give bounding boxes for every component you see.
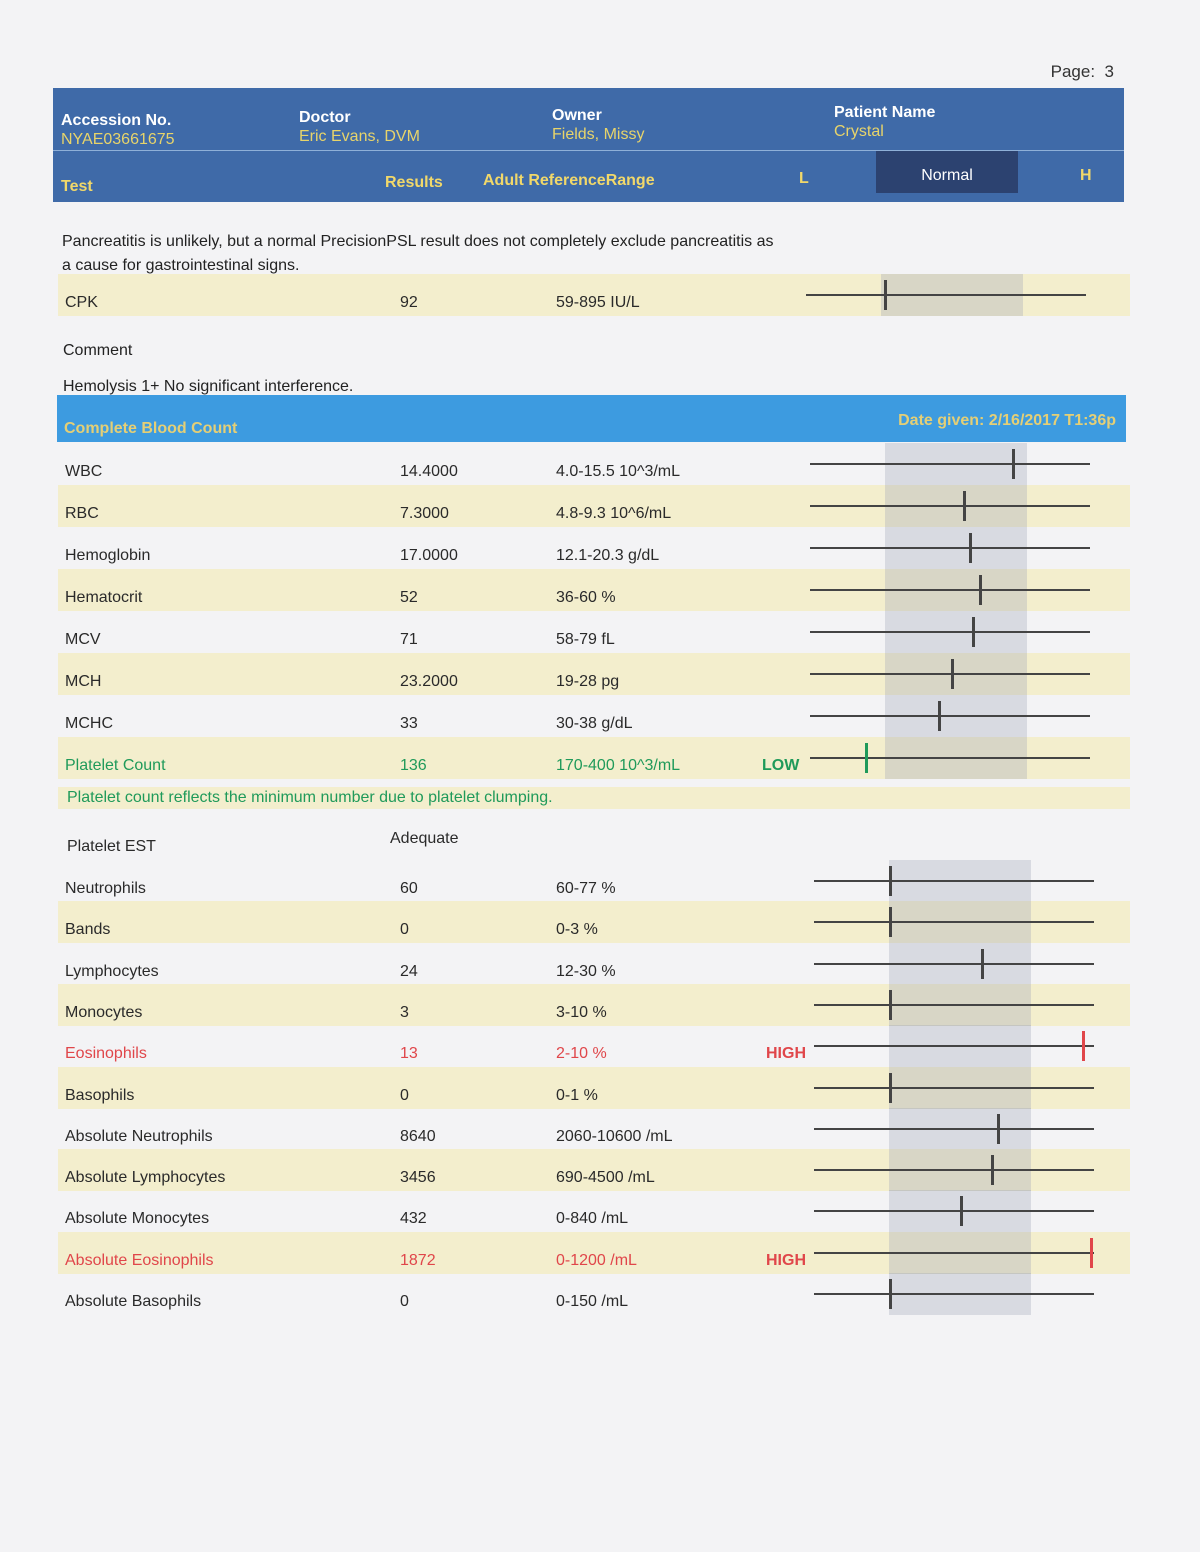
- reference-range: 60-77 %: [556, 880, 616, 897]
- gauge-line: [810, 505, 1090, 507]
- section-date: Date given: 2/16/2017 T1:36p: [898, 412, 1116, 429]
- table-row: [58, 1149, 1130, 1191]
- result-marker: [951, 659, 954, 689]
- accession-label: Accession No.: [61, 112, 172, 129]
- range-gauge: [810, 617, 1090, 647]
- comment-label: Comment: [63, 342, 133, 359]
- test-result: 0: [400, 1086, 409, 1104]
- reference-range: 0-150 /mL: [556, 1293, 629, 1310]
- reference-range: 19-28 pg: [556, 673, 620, 690]
- status-flag: HIGH: [766, 1251, 806, 1269]
- range-gauge: [806, 280, 1086, 310]
- result-marker: [889, 1279, 892, 1309]
- owner-label: Owner: [552, 107, 602, 124]
- doctor-value: Eric Evans, DVM: [299, 128, 420, 145]
- test-result: 1872: [400, 1251, 436, 1269]
- test-result: 23.2000: [400, 673, 458, 690]
- test-name: Absolute Neutrophils: [65, 1127, 213, 1145]
- test-name: Platelet Count: [65, 757, 166, 774]
- result-marker: [972, 617, 975, 647]
- reference-range: 0-840 /mL: [556, 1210, 629, 1228]
- range-gauge: [814, 907, 1094, 937]
- result-marker: [889, 1073, 892, 1103]
- test-result: 52: [400, 589, 418, 606]
- result-marker: [963, 491, 966, 521]
- test-result: 136: [400, 757, 427, 774]
- reference-range: 690-4500 /mL: [556, 1169, 655, 1187]
- test-name: Bands: [65, 921, 111, 939]
- accession-value: NYAE03661675: [61, 131, 175, 148]
- test-name: Monocytes: [65, 1003, 143, 1021]
- test-name: Neutrophils: [65, 880, 146, 897]
- range-gauge: [814, 1114, 1094, 1144]
- result-marker: [969, 533, 972, 563]
- result-marker: [997, 1114, 1000, 1144]
- test-result: 0: [400, 1293, 409, 1310]
- comment-text: Hemolysis 1+ No significant interference.: [63, 378, 354, 395]
- reference-range: 59-895 IU/L: [556, 294, 640, 311]
- test-name: Absolute Lymphocytes: [65, 1169, 226, 1187]
- col-normal: Normal: [876, 151, 1018, 193]
- table-row: [58, 860, 1130, 902]
- range-gauge: [810, 491, 1090, 521]
- section-title: Complete Blood Count: [64, 420, 238, 437]
- reference-range: 58-79 fL: [556, 631, 615, 648]
- range-gauge: [814, 990, 1094, 1020]
- gauge-line: [810, 631, 1090, 633]
- table-row: [58, 1190, 1130, 1232]
- test-result: 432: [400, 1210, 427, 1228]
- test-name: MCV: [65, 631, 101, 648]
- test-name: WBC: [65, 463, 103, 480]
- gauge-line: [814, 1169, 1094, 1171]
- report-header: [53, 88, 1124, 202]
- range-gauge: [810, 701, 1090, 731]
- table-row: [58, 1067, 1130, 1109]
- section-header: [57, 395, 1126, 442]
- platelet-note: [58, 787, 1130, 809]
- gauge-line: [814, 1045, 1094, 1047]
- range-gauge: [810, 449, 1090, 479]
- gauge-line: [814, 1252, 1094, 1254]
- result-marker: [1012, 449, 1015, 479]
- reference-range: 36-60 %: [556, 589, 616, 606]
- gauge-line: [814, 1210, 1094, 1212]
- gauge-line: [814, 1004, 1094, 1006]
- gauge-line: [806, 294, 1086, 296]
- test-name: CPK: [65, 294, 98, 311]
- gauge-line: [814, 1293, 1094, 1295]
- test-name: Absolute Basophils: [65, 1293, 202, 1310]
- result-marker: [889, 907, 892, 937]
- reference-range: 3-10 %: [556, 1003, 607, 1021]
- page-label: Page:: [1050, 62, 1096, 81]
- range-gauge: [814, 1031, 1094, 1061]
- reference-range: 2-10 %: [556, 1045, 607, 1063]
- patient-block: [834, 104, 935, 141]
- test-name: Eosinophils: [65, 1045, 147, 1063]
- gauge-line: [814, 921, 1094, 923]
- range-gauge: [814, 1238, 1094, 1268]
- test-result: 3456: [400, 1169, 436, 1187]
- table-row-cpk: [58, 274, 1130, 316]
- table-row: [58, 569, 1130, 611]
- range-gauge: [810, 533, 1090, 563]
- result-marker: [884, 280, 887, 310]
- result-marker: [979, 575, 982, 605]
- platelet-note-text: Platelet count reflects the minimum number due to platelet clumping.: [67, 789, 553, 806]
- test-result: 24: [400, 962, 418, 980]
- result-marker: [991, 1155, 994, 1185]
- reference-range: 0-1200 /mL: [556, 1251, 637, 1269]
- result-marker: [889, 990, 892, 1020]
- table-row: [58, 901, 1130, 943]
- test-result: 92: [400, 294, 418, 311]
- reference-range: 12-30 %: [556, 962, 616, 980]
- test-result: 0: [400, 921, 409, 939]
- reference-range: 12.1-20.3 g/dL: [556, 547, 660, 564]
- test-name: Absolute Monocytes: [65, 1210, 210, 1228]
- gauge-line: [814, 963, 1094, 965]
- col-high: H: [1080, 167, 1092, 184]
- table-row: [58, 943, 1130, 985]
- table-row: [58, 737, 1130, 779]
- range-gauge: [814, 949, 1094, 979]
- gauge-line: [814, 1087, 1094, 1089]
- gauge-line: [810, 547, 1090, 549]
- test-result: 3: [400, 1003, 409, 1021]
- table-row: [58, 1232, 1130, 1274]
- table-row: [58, 1025, 1130, 1067]
- intro-text: Pancreatitis is unlikely, but a normal PrecisionPSL result does not completely exclude pancreatitis as a cause for gastrointestinal signs.: [62, 233, 774, 274]
- table-row: [58, 1273, 1130, 1315]
- test-name: Basophils: [65, 1086, 135, 1104]
- range-gauge: [810, 743, 1090, 773]
- accession-block: [61, 112, 175, 149]
- table-row: [58, 984, 1130, 1026]
- result-marker: [889, 866, 892, 896]
- reference-range: 0-3 %: [556, 921, 598, 939]
- owner-value: Fields, Missy: [552, 126, 645, 143]
- doctor-label: Doctor: [299, 109, 351, 126]
- test-name: Platelet EST: [67, 838, 156, 855]
- gauge-line: [814, 1128, 1094, 1130]
- table-row: [58, 695, 1130, 737]
- gauge-line: [810, 589, 1090, 591]
- range-gauge: [814, 1155, 1094, 1185]
- test-result: 33: [400, 715, 418, 732]
- gauge-line: [814, 880, 1094, 882]
- test-result: 60: [400, 880, 418, 897]
- reference-range: 170-400 10^3/mL: [556, 757, 681, 774]
- reference-range: 2060-10600 /mL: [556, 1127, 673, 1145]
- result-marker: [1090, 1238, 1093, 1268]
- table-row: [58, 527, 1130, 569]
- patient-value: Crystal: [834, 123, 884, 140]
- test-result: Adequate: [390, 830, 459, 847]
- test-result: 8640: [400, 1127, 436, 1145]
- table-row: [58, 653, 1130, 695]
- test-name: Hematocrit: [65, 589, 143, 606]
- test-result: 71: [400, 631, 418, 648]
- range-gauge: [814, 866, 1094, 896]
- test-name: Hemoglobin: [65, 547, 151, 564]
- test-name: MCH: [65, 673, 102, 690]
- range-gauge: [814, 1279, 1094, 1309]
- table-row: [58, 611, 1130, 653]
- range-gauge: [814, 1073, 1094, 1103]
- result-marker: [960, 1196, 963, 1226]
- test-result: 7.3000: [400, 505, 449, 522]
- test-result: 14.4000: [400, 463, 458, 480]
- test-result: 13: [400, 1045, 418, 1063]
- gauge-line: [810, 757, 1090, 759]
- range-gauge: [810, 575, 1090, 605]
- test-result: 17.0000: [400, 547, 458, 564]
- result-marker: [1082, 1031, 1085, 1061]
- test-name: RBC: [65, 505, 99, 522]
- range-gauge: [814, 1196, 1094, 1226]
- col-results: Results: [385, 174, 443, 191]
- patient-label: Patient Name: [834, 104, 936, 121]
- gauge-line: [810, 715, 1090, 717]
- range-gauge: [810, 659, 1090, 689]
- col-test: Test: [61, 178, 93, 195]
- reference-range: 4.8-9.3 10^6/mL: [556, 505, 672, 522]
- reference-range: 4.0-15.5 10^3/mL: [556, 463, 681, 480]
- table-row: [58, 1108, 1130, 1150]
- page-value: 3: [1104, 62, 1114, 81]
- table-row: [58, 485, 1130, 527]
- status-flag: HIGH: [766, 1045, 806, 1063]
- result-marker: [938, 701, 941, 731]
- status-flag: LOW: [762, 757, 800, 774]
- test-name: Absolute Eosinophils: [65, 1251, 214, 1269]
- col-low: L: [799, 170, 809, 187]
- result-marker: [981, 949, 984, 979]
- owner-block: [552, 107, 644, 144]
- gauge-line: [810, 463, 1090, 465]
- col-range: Adult ReferenceRange: [483, 172, 655, 189]
- page-number: [1051, 62, 1114, 82]
- result-marker: [865, 743, 868, 773]
- test-name: MCHC: [65, 715, 113, 732]
- doctor-block: [299, 109, 420, 146]
- table-row-platelet-est: [58, 818, 1130, 860]
- reference-range: 0-1 %: [556, 1086, 598, 1104]
- table-row: [58, 443, 1130, 485]
- reference-range: 30-38 g/dL: [556, 715, 633, 732]
- test-name: Lymphocytes: [65, 962, 159, 980]
